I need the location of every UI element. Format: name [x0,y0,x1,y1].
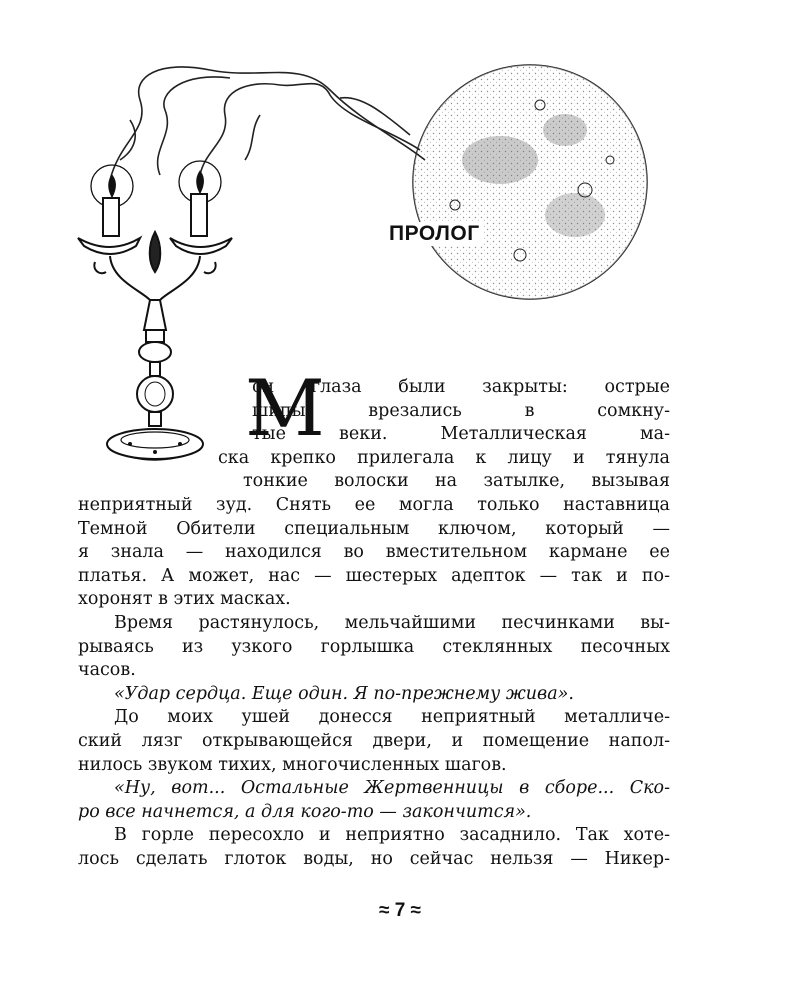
text-line: Темной Обители специальным ключом, который — [78,518,670,539]
text-line: ро все начнется, а для кого-то — закончится». [78,801,532,822]
text-line: лось сделать глоток воды, но сейчас нельзя — Никер- [78,848,670,869]
text-line: ои глаза были закрыты: острые [252,377,670,397]
text-line: я знала — находился во вместительном кармане ее [78,542,670,563]
text-line: «Удар сердца. Еще один. Я по-прежнему жива». [114,683,574,704]
drop-cap: М [245,364,325,454]
text-line: хоронят в этих масках. [78,589,291,610]
text-line: рываясь из узкого горлышка стеклянных песочных [78,636,670,657]
body-text [78,364,670,871]
text-line: шипы врезались в сомкну- [252,400,670,421]
text-line: Время растянулось, мельчайшими песчинками вы- [114,612,670,633]
page-number: ≈ 7 ≈ [379,900,421,921]
text-line: часов. [78,660,136,681]
text-line: До моих ушей донесся неприятный металличе- [114,707,670,728]
smoke-icon [110,67,425,180]
text-line: «Ну, вот... Остальные Жертвенницы в сборе... Ско- [114,778,670,799]
text-line: В горле пересохло и неприятно засаднило. Так хоте- [114,825,670,846]
moon-icon [413,65,647,299]
text-line: нилось звуком тихих, многочисленных шагов. [78,754,507,775]
text-line: тонкие волоски на затылке, вызывая [243,471,670,492]
text-line: ский лязг открывающейся двери, и помещение напол- [78,730,670,751]
text-line: платья. А может, нас — шестерых адепток — так и по- [78,565,670,586]
chapter-title: ПРОЛОГ [385,222,484,246]
text-line: неприятный зуд. Снять ее могла только наставница [78,494,670,515]
text-line: ска крепко прилегала к лицу и тянула [218,447,670,468]
text-line: тые веки. Металлическая ма- [252,424,670,445]
